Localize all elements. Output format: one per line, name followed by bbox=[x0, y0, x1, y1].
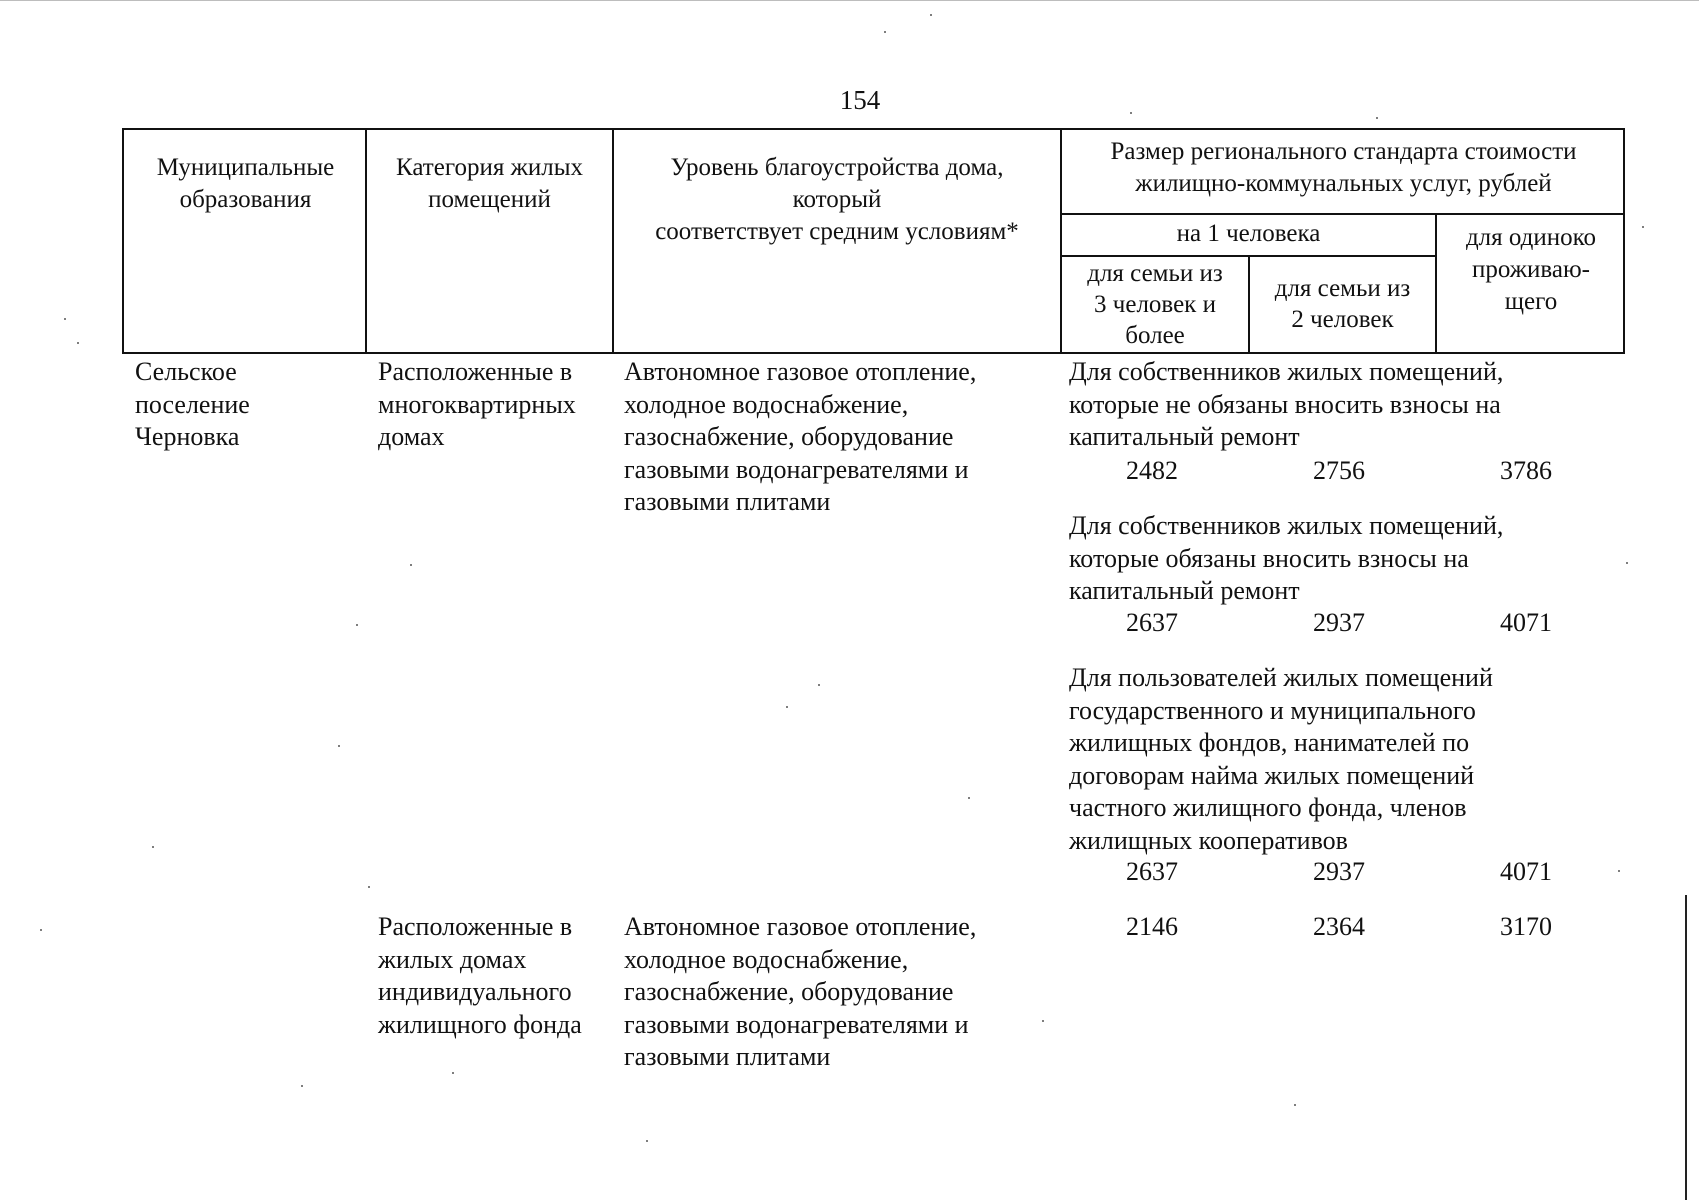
text-line: капитальный ремонт bbox=[1069, 576, 1300, 605]
scan-speck bbox=[77, 342, 79, 344]
text-line: частного жилищного фонда, членов bbox=[1069, 793, 1467, 822]
text-line: Для собственников жилых помещений, bbox=[1069, 511, 1504, 540]
row1-category bbox=[378, 356, 576, 454]
header-category bbox=[367, 152, 612, 216]
header-line: жилищно-коммунальных услуг, рублей bbox=[1135, 170, 1552, 197]
group3-label bbox=[1069, 662, 1493, 857]
header-line: соответствует средним условиям* bbox=[655, 218, 1019, 245]
scan-speck bbox=[301, 1085, 303, 1087]
text-line: жилых домах bbox=[378, 944, 527, 974]
group1-value-family3: 2482 bbox=[1126, 456, 1178, 485]
scan-edge-top bbox=[0, 0, 1699, 1]
text-line: холодное водоснабжение, bbox=[624, 944, 909, 974]
text-line: газовыми плитами bbox=[624, 1042, 831, 1071]
header-divider bbox=[1060, 213, 1625, 215]
header-line: для семьи из bbox=[1087, 260, 1223, 287]
scan-speck bbox=[452, 1072, 454, 1074]
header-line: проживаю- bbox=[1472, 256, 1590, 283]
text-line: газовыми водонагревателями и bbox=[624, 454, 969, 484]
scan-speck bbox=[646, 1140, 648, 1142]
group3-value-single: 4071 bbox=[1500, 857, 1552, 886]
header-line: 3 человек и bbox=[1094, 291, 1216, 318]
text-line: индивидуального bbox=[378, 977, 572, 1006]
text-line: газоснабжение, оборудование bbox=[624, 422, 954, 451]
text-line: жилищного фонда bbox=[378, 1009, 582, 1039]
scan-speck bbox=[410, 564, 412, 566]
text-line: Автономное газовое отопление, bbox=[624, 357, 977, 386]
header-standard-size bbox=[1062, 136, 1625, 200]
text-line: которые не обязаны вносить взносы на bbox=[1069, 389, 1501, 419]
group1-value-family2: 2756 bbox=[1313, 456, 1365, 485]
group2-value-family3: 2637 bbox=[1126, 608, 1178, 637]
text-line: Для собственников жилых помещений, bbox=[1069, 357, 1504, 386]
header-line: Категория жилых bbox=[396, 154, 583, 181]
text-line: жилищных фондов, нанимателей по bbox=[1069, 728, 1470, 757]
row1-amenity bbox=[624, 356, 976, 519]
row2-value-family3: 2146 bbox=[1126, 912, 1178, 941]
header-family-2 bbox=[1250, 273, 1435, 335]
page-number: 154 bbox=[839, 85, 881, 115]
row2-value-single: 3170 bbox=[1500, 912, 1552, 941]
scan-speck bbox=[338, 745, 340, 747]
text-line: многоквартирных bbox=[378, 389, 576, 419]
scan-speck bbox=[884, 31, 886, 33]
header-single bbox=[1437, 222, 1625, 318]
group2-label bbox=[1069, 510, 1503, 608]
header-amenity-level bbox=[614, 152, 1060, 248]
scan-speck bbox=[152, 846, 154, 848]
text-line: холодное водоснабжение, bbox=[624, 389, 909, 419]
text-line: домах bbox=[378, 422, 445, 451]
text-line: Сельское bbox=[135, 357, 237, 386]
text-line: Расположенные в bbox=[378, 357, 573, 386]
group1-value-single: 3786 bbox=[1500, 456, 1552, 485]
text-line: Для пользователей жилых помещений bbox=[1069, 663, 1493, 692]
header-line: Размер регионального стандарта стоимости bbox=[1110, 138, 1577, 165]
header-per-person: на 1 человека bbox=[1176, 220, 1321, 247]
scan-speck bbox=[64, 318, 66, 320]
header-municipality bbox=[126, 152, 365, 216]
header-line: помещений bbox=[428, 186, 551, 213]
header-line: щего bbox=[1504, 288, 1558, 315]
text-line: Черновка bbox=[135, 422, 240, 451]
header-line: который bbox=[792, 186, 882, 213]
header-line: 2 человек bbox=[1291, 306, 1394, 333]
group3-value-family2: 2937 bbox=[1313, 857, 1365, 886]
text-line: договорам найма жилых помещений bbox=[1069, 760, 1475, 790]
text-line: газовыми водонагревателями и bbox=[624, 1009, 969, 1039]
scan-speck bbox=[1042, 1020, 1044, 1022]
text-line: газовыми плитами bbox=[624, 487, 831, 516]
municipality-name bbox=[135, 356, 250, 454]
row2-amenity bbox=[624, 911, 976, 1074]
scan-speck bbox=[40, 929, 42, 931]
scan-speck bbox=[1376, 117, 1378, 119]
scan-speck bbox=[356, 624, 358, 626]
scan-speck bbox=[818, 684, 820, 686]
text-line: капитальный ремонт bbox=[1069, 422, 1300, 451]
scan-edge-right bbox=[1685, 895, 1687, 1200]
group2-value-family2: 2937 bbox=[1313, 608, 1365, 637]
text-line: жилищных кооперативов bbox=[1069, 825, 1348, 855]
scan-speck bbox=[368, 886, 370, 888]
text-line: газоснабжение, оборудование bbox=[624, 977, 954, 1006]
group1-label bbox=[1069, 356, 1503, 454]
header-line: более bbox=[1125, 322, 1185, 349]
group3-value-family3: 2637 bbox=[1126, 857, 1178, 886]
header-family-3plus bbox=[1062, 258, 1248, 351]
scan-speck bbox=[1130, 112, 1132, 114]
header-line: для семьи из bbox=[1274, 275, 1411, 302]
scan-speck bbox=[1618, 870, 1620, 872]
text-line: государственного и муниципального bbox=[1069, 695, 1476, 725]
header-line: Муниципальные bbox=[156, 154, 335, 181]
header-line: Уровень благоустройства дома, bbox=[670, 154, 1004, 181]
header-line: для одиноко bbox=[1465, 224, 1597, 251]
table-header bbox=[122, 128, 1625, 354]
group2-value-single: 4071 bbox=[1500, 608, 1552, 637]
scan-speck bbox=[968, 797, 970, 799]
scan-speck bbox=[930, 14, 932, 16]
scan-speck bbox=[1642, 226, 1644, 228]
text-line: поселение bbox=[135, 389, 250, 419]
row2-category bbox=[378, 911, 582, 1041]
scan-speck bbox=[1294, 1104, 1296, 1106]
text-line: которые обязаны вносить взносы на bbox=[1069, 543, 1469, 573]
row2-value-family2: 2364 bbox=[1313, 912, 1365, 941]
header-line: образования bbox=[179, 186, 312, 213]
text-line: Автономное газовое отопление, bbox=[624, 912, 977, 941]
text-line: Расположенные в bbox=[378, 912, 573, 941]
scan-speck bbox=[1626, 562, 1628, 564]
scan-speck bbox=[786, 706, 788, 708]
